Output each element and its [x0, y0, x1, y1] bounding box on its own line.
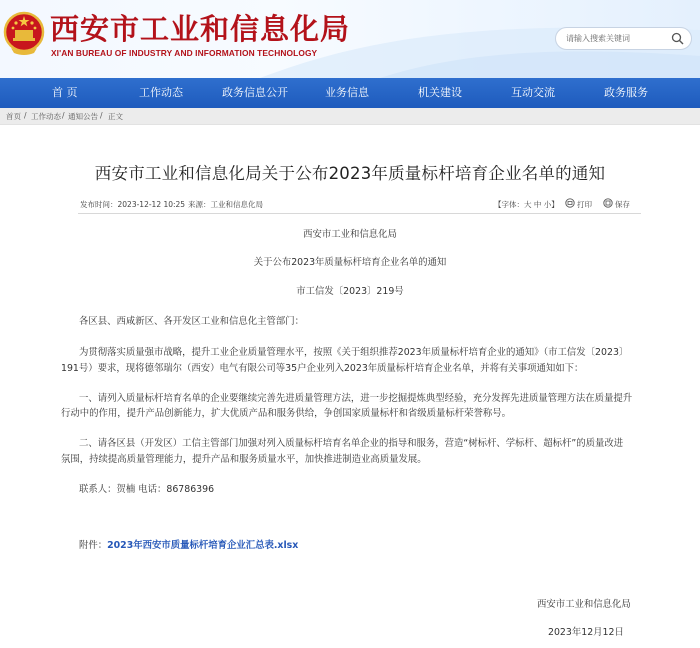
search-box[interactable] — [555, 27, 692, 50]
signature: 西安市工业和信息化局 — [537, 599, 631, 610]
breadcrumb-current: 正文 — [108, 112, 123, 121]
attachment-label: 附件： — [79, 540, 108, 551]
nav-gov-service[interactable]: 政务服务 — [604, 86, 648, 99]
breadcrumb-separator: / — [24, 111, 27, 120]
doc-title: 关于公布2023年质量标杆培育企业名单的通知 — [253, 257, 447, 268]
doc-issuer: 西安市工业和信息化局 — [303, 229, 397, 240]
publish-time: 发布时间：2023-12-12 10:25 — [80, 200, 186, 209]
print-button[interactable]: 打印 — [577, 200, 592, 209]
nav-work-news[interactable]: 工作动态 — [139, 86, 183, 99]
article-source: 来源：工业和信息化局 — [188, 200, 263, 209]
paragraph-3-line-2: 氛围，持续提高质量管理能力，提升产品和服务质量水平，加快推进制造业高质量发展。 — [61, 454, 427, 465]
main-nav — [0, 78, 700, 108]
paragraph-2-line-1: 一、请列入质量标杆培育名单的企业要继续完善先进质量管理方法，进一步挖掘提炼典型经验，充分发挥先进质量管理方法在质量提升 — [79, 393, 633, 404]
national-emblem-icon — [3, 10, 45, 56]
paragraph-1-line-1: 为贯彻落实质量强市战略，提升工业企业质量管理水平，按照《关于组织推荐2023年质量标杆培育企业的通知》（市工信发〔2023〕 — [79, 347, 629, 358]
breadcrumb-notices[interactable]: 通知公告 — [68, 112, 98, 121]
nav-interaction[interactable]: 互动交流 — [511, 86, 555, 99]
font-size-switcher[interactable]: 【字体：大 中 小】 — [494, 200, 559, 209]
breadcrumb — [0, 108, 700, 125]
signature-date: 2023年12月12日 — [548, 627, 624, 638]
article-title: 西安市工业和信息化局关于公布2023年质量标杆培育企业名单的通知 — [94, 164, 606, 183]
attachment — [79, 537, 298, 554]
attachment-link[interactable]: 2023年西安市质量标杆培育企业汇总表.xlsx — [107, 540, 299, 551]
contact-info: 联系人：贺楠 电话：86786396 — [79, 484, 215, 495]
paragraph-1-line-2: 191号）要求，现将德邻瑞尔（西安）电气有限公司等35户企业列入2023年质量标杆培育企业名单，并将有关事项通知如下： — [61, 363, 584, 374]
meta-divider — [78, 213, 641, 214]
breadcrumb-work-news[interactable]: 工作动态 — [31, 112, 61, 121]
print-icon[interactable] — [565, 198, 575, 208]
search-input[interactable] — [566, 31, 666, 46]
breadcrumb-home[interactable]: 首页 — [6, 112, 21, 121]
doc-number: 市工信发〔2023〕219号 — [296, 286, 404, 297]
save-icon[interactable] — [603, 198, 613, 208]
nav-gov-info[interactable]: 政务信息公开 — [222, 86, 288, 99]
save-button[interactable]: 保存 — [615, 200, 630, 209]
breadcrumb-separator: / — [100, 111, 103, 120]
nav-org-building[interactable]: 机关建设 — [418, 86, 462, 99]
nav-business-info[interactable]: 业务信息 — [325, 86, 369, 99]
paragraph-3-line-1: 二、请各区县（开发区）工信主管部门加强对列入质量标杆培育名单企业的指导和服务，营造“树标杆、学标杆、超标杆”的质量改进 — [79, 438, 624, 449]
search-icon[interactable] — [671, 32, 684, 45]
breadcrumb-separator: / — [62, 111, 65, 120]
site-subtitle: XI'AN BUREAU OF INDUSTRY AND INFORMATION TECHNOLOGY — [51, 48, 318, 58]
site-header — [0, 0, 700, 78]
paragraph-2-line-2: 行动中的作用，提升产品创新能力，扩大优质产品和服务供给，争创国家质量标杆和省级质量标杆荣誉称号。 — [61, 408, 512, 419]
nav-home[interactable]: 首 页 — [52, 86, 78, 99]
salutation: 各区县、西咸新区、各开发区工业和信息化主管部门： — [79, 316, 305, 327]
site-title[interactable]: 西安市工业和信息化局 — [50, 12, 351, 46]
